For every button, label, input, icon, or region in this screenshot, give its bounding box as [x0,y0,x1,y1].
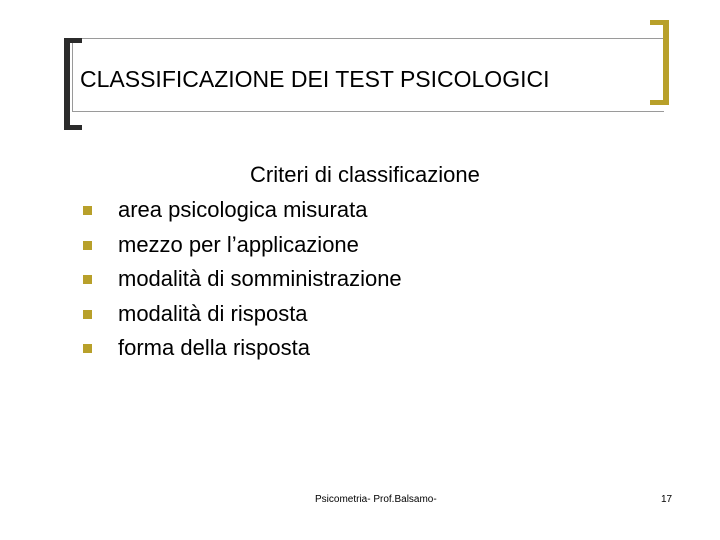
bullet-text: mezzo per l’applicazione [118,231,359,257]
title-frame-top-line [72,38,664,39]
square-bullet-icon [83,344,92,353]
slide-title: CLASSIFICAZIONE DEI TEST PSICOLOGICI [80,66,550,92]
footer-author: Psicometria- Prof.Balsamo- [315,494,437,505]
bullet-text: modalità di somministrazione [118,266,402,291]
bullet-text: modalità di risposta [118,300,308,326]
bullet-text: forma della risposta [118,335,310,360]
slide-subtitle: Criteri di classificazione [250,162,480,187]
title-frame-bottom-line [72,111,664,112]
square-bullet-icon [83,275,92,284]
page-number: 17 [661,494,673,505]
square-bullet-icon [83,241,92,250]
bullet-text: area psicologica misurata [118,197,368,222]
square-bullet-icon [83,206,92,215]
square-bullet-icon [83,310,92,319]
title-right-bracket [650,20,669,105]
